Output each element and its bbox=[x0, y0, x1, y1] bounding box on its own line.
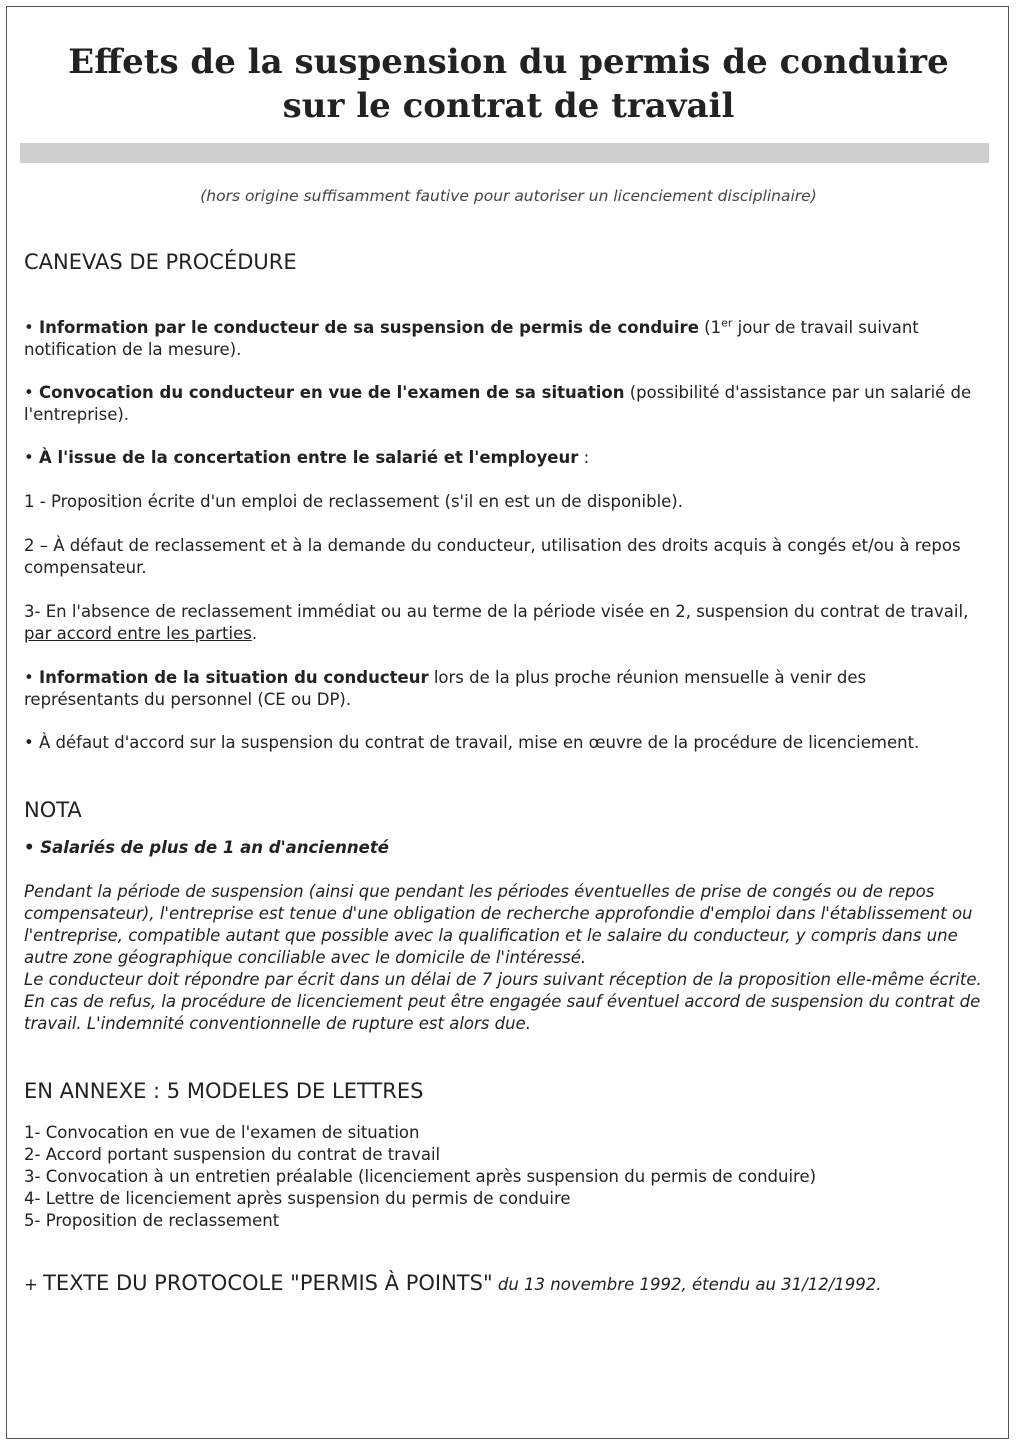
canevas-item-1-text-a: (1 bbox=[698, 318, 722, 337]
list-item: 1- Convocation en vue de l'examen de situation bbox=[24, 1123, 420, 1142]
nota-subheading: • Salariés de plus de 1 an d'ancienneté bbox=[24, 838, 389, 857]
canevas-step-1: 1 - Proposition écrite d'un emploi de reclassement (s'il en est un de disponible). bbox=[24, 492, 683, 511]
canevas-item-2 bbox=[24, 382, 984, 426]
canevas-item-5: • À défaut d'accord sur la suspension du contrat de travail, mise en œuvre de la procédure de licenciement. bbox=[24, 733, 920, 752]
canevas-item-2-bold: Convocation du conducteur en vue de l'examen de sa situation bbox=[38, 383, 625, 402]
protocol-title: TEXTE DU PROTOCOLE "PERMIS À POINTS" bbox=[43, 1271, 493, 1295]
main-content bbox=[24, 249, 984, 1296]
bullet: • bbox=[24, 668, 34, 687]
canevas-step-3 bbox=[24, 601, 984, 645]
annexe-list bbox=[24, 1122, 984, 1232]
protocol-date: du 13 novembre 1992, étendu au 31/12/1992. bbox=[492, 1275, 882, 1294]
nota-heading: NOTA bbox=[24, 798, 82, 822]
canevas-item-1-bold: Information par le conducteur de sa suspension de permis de conduire bbox=[38, 318, 699, 337]
title-line-2: sur le contrat de travail bbox=[282, 86, 735, 126]
bullet: • bbox=[24, 383, 34, 402]
bullet: • bbox=[24, 318, 34, 337]
canevas-step-2: 2 – À défaut de reclassement et à la demande du conducteur, utilisation des droits acquis à congés et/ou à repos compensateur. bbox=[24, 536, 961, 577]
canevas-item-1-sup: er bbox=[721, 316, 733, 330]
title-separator-bar bbox=[20, 143, 989, 163]
canevas-item-1-text-b: jour de travail suivant notification de la mesure). bbox=[24, 318, 919, 359]
nota-paragraph-2: Le conducteur doit répondre par écrit dans un délai de 7 jours suivant réception de la proposition elle-même écrite. bbox=[24, 970, 982, 989]
list-item: 5- Proposition de reclassement bbox=[24, 1211, 280, 1230]
plus-sign: + bbox=[24, 1275, 44, 1294]
canevas-item-4-bold: Information de la situation du conducteur bbox=[38, 668, 429, 687]
nota-paragraph-3: En cas de refus, la procédure de licenciement peut être engagée sauf éventuel accord de suspension du contrat de travail. L'indemnité conventionnelle de rupture est alors due. bbox=[24, 992, 981, 1033]
canevas-item-2-text: (possibilité d'assistance par un salarié de l'entreprise). bbox=[24, 383, 972, 424]
canevas-item-3 bbox=[24, 447, 984, 469]
list-item: 2- Accord portant suspension du contrat de travail bbox=[24, 1145, 441, 1164]
annexe-heading: EN ANNEXE : 5 MODELES DE LETTRES bbox=[24, 1079, 424, 1103]
title-line-1: Effets de la suspension du permis de conduire bbox=[68, 42, 949, 82]
canevas-step-3-underlined: par accord entre les parties bbox=[24, 624, 252, 643]
document-title bbox=[20, 40, 997, 128]
protocol-footer bbox=[24, 1272, 984, 1296]
canevas-item-4 bbox=[24, 667, 984, 711]
list-item: 4- Lettre de licenciement après suspension du permis de conduire bbox=[24, 1189, 571, 1208]
canevas-item-4-text: lors de la plus proche réunion mensuelle à venir des représentants du personnel (CE ou DP). bbox=[24, 668, 867, 709]
canevas-heading: CANEVAS DE PROCÉDURE bbox=[24, 250, 297, 274]
nota-paragraph-1: Pendant la période de suspension (ainsi que pendant les périodes éventuelles de prise de congés ou de repos compensateur), l'entreprise est tenue d'une obligation de recherche approfondie d'emploi dans l'établissement ou l'entreprise, compatible autant que possible avec la qualification et le salaire du conducteur, y compris dans une autre zone géographique conciliable avec le domicile de l'intéressé. bbox=[24, 882, 973, 967]
subtitle: (hors origine suffisamment fautive pour autoriser un licenciement disciplinaire) bbox=[200, 187, 817, 205]
canevas-step-3-text-b: . bbox=[251, 624, 258, 643]
canevas-item-3-text: : bbox=[578, 448, 590, 467]
canevas-item-3-bold: À l'issue de la concertation entre le salarié et l'employeur bbox=[38, 448, 579, 467]
list-item: 3- Convocation à un entretien préalable (licenciement après suspension du permis de conduire) bbox=[24, 1167, 817, 1186]
canevas-item-1 bbox=[24, 317, 984, 361]
canevas-step-3-text-a: 3- En l'absence de reclassement immédiat ou au terme de la période visée en 2, suspension du contrat de travail, bbox=[24, 602, 969, 621]
bullet: • bbox=[24, 448, 34, 467]
nota-body bbox=[24, 881, 984, 1035]
